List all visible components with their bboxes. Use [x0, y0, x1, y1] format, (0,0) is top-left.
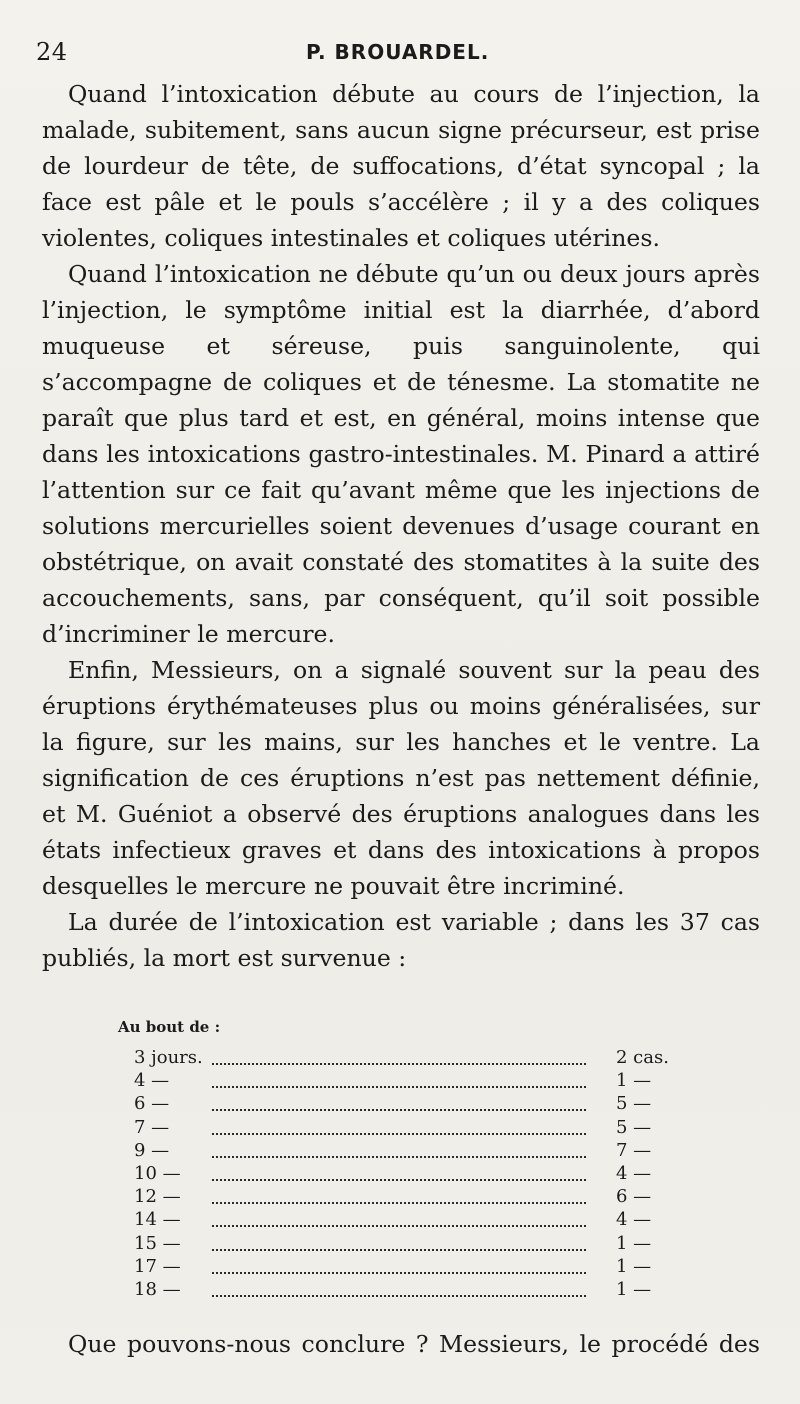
dot-leader [212, 1249, 586, 1274]
row-day: 14 — [134, 1209, 181, 1231]
page-header [36, 38, 766, 70]
page-number: 24 [36, 38, 68, 66]
row-day: 17 — [134, 1255, 181, 1277]
dot-leader [212, 1040, 586, 1065]
dot-leader [212, 1086, 586, 1111]
dot-leader [212, 1156, 586, 1181]
dot-leader [212, 1272, 586, 1297]
paragraph-delayed-intoxication: Quand l’intoxication ne débute qu’un ou deux jours après l’injection, le symptôme initial est la diarrhée, d’abord muqueuse et séreuse, puis sanguinolente, qui s’accompagne de coliques et de ténesme. La stomatite ne paraît que plus tard et est, en général, moins intense que dans les intoxications gastro-intestinales. M. Pinard a attiré l’attention sur ce fait qu’avant même que les injections de solutions mercurielles soient devenues d’usage courant en obstétrique, on avait constaté des stomatites à la suite des accouchements, sans, par conséquent, qu’il soit possible d’incriminer le mercure. [42, 260, 760, 648]
row-day: 18 — [134, 1278, 181, 1300]
dot-leader [212, 1133, 586, 1158]
dot-leader [212, 1179, 586, 1204]
row-count: 5 — [616, 1116, 652, 1138]
paragraph-intoxication-onset: Quand l’intoxication débute au cours de l’injection, la malade, subitement, sans aucun signe précurseur, est prise de lourdeur de tête, de suffocations, d’état syncopal ; la face est pâle et le pouls s’accélère ; il y a des coliques violentes, coliques intestinales et coliques utérines. [42, 80, 760, 252]
row-day: 7 — [134, 1116, 170, 1138]
dot-leader [212, 1226, 586, 1251]
row-day: 4 — [134, 1070, 170, 1092]
row-day: 10 — [134, 1162, 181, 1184]
table-row [118, 1278, 678, 1301]
death-timing-table [118, 1016, 678, 1301]
dot-leader [212, 1202, 586, 1227]
running-head: P. BROUARDEL. [306, 40, 490, 64]
paragraph-duration: La durée de l’intoxication est variable ; dans les 37 cas publiés, la mort est survenue : [42, 908, 760, 972]
dot-leader [212, 1063, 586, 1088]
row-count: 4 — [616, 1162, 652, 1184]
closing-line: Que pouvons-nous conclure ? Messieurs, le procédé des [68, 1330, 760, 1358]
row-day: 12 — [134, 1186, 181, 1208]
row-count: 6 — [616, 1186, 652, 1208]
row-day: 9 — [134, 1139, 170, 1161]
paragraph-eruptions: Enfin, Messieurs, on a signalé souvent sur la peau des éruptions érythémateuses plus ou moins généralisées, sur la figure, sur les mains, sur les hanches et le ventre. La signification de ces éruptions n’est pas nettement définie, et M. Guéniot a observé des éruptions analogues dans les états infectieux graves et dans des intoxications à propos desquelles le mercure ne pouvait être incriminé. [42, 656, 760, 900]
row-count: 4 — [616, 1209, 652, 1231]
row-count: 1 — [616, 1255, 652, 1277]
row-day: 15 — [134, 1232, 181, 1254]
row-count: 1 — [616, 1232, 652, 1254]
row-day: 6 — [134, 1093, 170, 1115]
row-count: 5 — [616, 1093, 652, 1115]
row-count: 2 cas. [616, 1047, 669, 1068]
row-count: 1 — [616, 1070, 652, 1092]
row-day: 3 jours. [134, 1047, 203, 1068]
row-count: 1 — [616, 1278, 652, 1300]
body-text [42, 76, 760, 976]
dot-leader [212, 1110, 586, 1135]
table-heading: Au bout de : [118, 1018, 221, 1036]
row-count: 7 — [616, 1139, 652, 1161]
